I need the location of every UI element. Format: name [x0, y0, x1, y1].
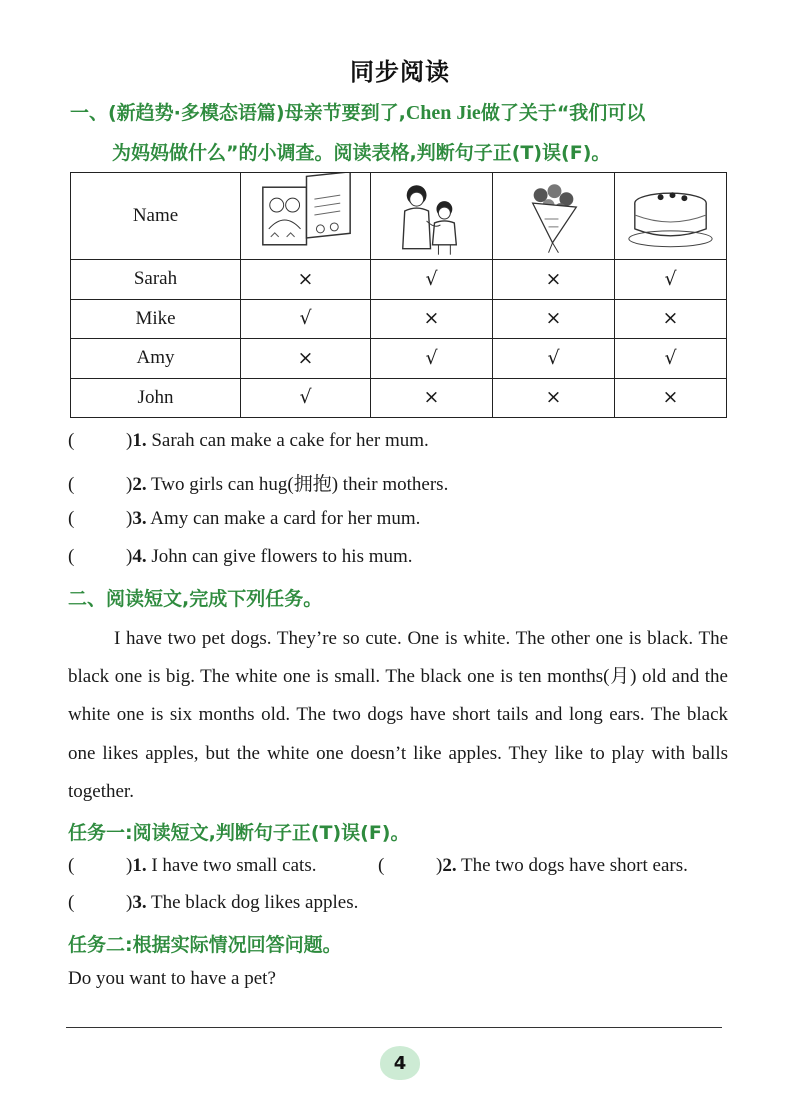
- mark-cell: ×: [371, 378, 493, 418]
- passage-text: I have two pet dogs. They’re so cute. One is white. The other one is black. The black one is big. The white one is small. The black one is ten months(月) old and the white one is six months old. The two dogs have short tails and long ears. The black one likes apples, but the white one doesn’t like apples. They like to play with balls together.: [68, 628, 728, 802]
- row-name: Amy: [71, 339, 241, 379]
- mark-cell: ×: [615, 299, 727, 339]
- cake-picture-icon: [615, 173, 727, 260]
- table-header-row: [71, 173, 727, 260]
- mark-cell: ×: [371, 299, 493, 339]
- table-row: [71, 378, 727, 418]
- mark-cell: ×: [493, 260, 615, 300]
- mark-cell: √: [615, 339, 727, 379]
- answer-blank[interactable]: (: [68, 430, 75, 451]
- answer-blank[interactable]: (: [68, 508, 75, 529]
- mark-cell: ×: [493, 299, 615, 339]
- survey-table: [70, 172, 727, 418]
- mark-cell: √: [371, 339, 493, 379]
- answer-line[interactable]: [66, 1027, 722, 1028]
- page-number: 4: [393, 1052, 407, 1074]
- section2-heading: 二、阅读短文,完成下列任务。: [68, 588, 323, 610]
- question-4: ( )4. John can give flowers to his mum.: [68, 546, 413, 567]
- section1-prefix: 一、(新趋势·多模态语篇)母亲节要到了,: [70, 102, 406, 124]
- page-title: 同步阅读: [350, 58, 450, 86]
- page-number-badge: [380, 1046, 420, 1080]
- mark-cell: ×: [241, 260, 371, 300]
- mark-cell: ×: [615, 378, 727, 418]
- answer-blank[interactable]: (: [378, 855, 385, 876]
- task2-heading: 任务二:根据实际情况回答问题。: [68, 934, 342, 956]
- row-name: Sarah: [71, 260, 241, 300]
- task1-question-3: ( )3. The black dog likes apples.: [68, 892, 359, 913]
- header-name-cell: Name: [71, 173, 241, 260]
- mark-cell: √: [615, 260, 727, 300]
- mark-cell: √: [493, 339, 615, 379]
- answer-blank[interactable]: (: [68, 855, 75, 876]
- section1-suffix: 做了关于“我们可以: [480, 102, 646, 124]
- task1-question-2: ( )2. The two dogs have short ears.: [378, 855, 688, 876]
- mark-cell: √: [241, 299, 371, 339]
- question-1: ( )1. Sarah can make a cake for her mum.: [68, 430, 429, 451]
- table-row: [71, 260, 727, 300]
- table-row: [71, 299, 727, 339]
- mark-cell: √: [241, 378, 371, 418]
- task1-question-1: ( )1. I have two small cats.: [68, 855, 317, 876]
- section1-name: Chen Jie: [405, 102, 481, 124]
- section1-instruction-line2: 为妈妈做什么”的小调查。阅读表格,判断句子正(T)误(F)。: [112, 142, 611, 164]
- task1-heading: 任务一:阅读短文,判断句子正(T)误(F)。: [68, 822, 410, 844]
- question-3: ( )3. Amy can make a card for her mum.: [68, 508, 421, 529]
- answer-blank[interactable]: (: [68, 546, 75, 567]
- hug-picture-icon: [371, 173, 493, 260]
- mark-cell: ×: [493, 378, 615, 418]
- card-picture-icon: [241, 173, 371, 260]
- answer-blank[interactable]: (: [68, 892, 75, 913]
- answer-blank[interactable]: (: [68, 474, 75, 495]
- mark-cell: √: [371, 260, 493, 300]
- question-2: ( )2. Two girls can hug(拥抱) their mothers.: [68, 474, 449, 495]
- mark-cell: ×: [241, 339, 371, 379]
- table-row: [71, 339, 727, 379]
- row-name: Mike: [71, 299, 241, 339]
- flowers-picture-icon: [493, 173, 615, 260]
- reading-passage: [68, 620, 728, 811]
- row-name: John: [71, 378, 241, 418]
- section1-instruction-line1: [70, 98, 645, 125]
- task2-question: Do you want to have a pet?: [68, 968, 276, 989]
